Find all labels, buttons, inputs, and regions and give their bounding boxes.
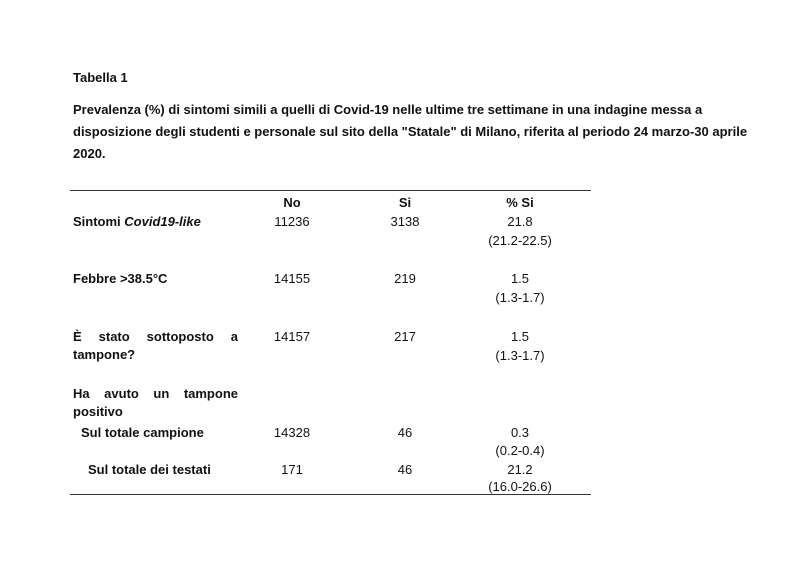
row-label-campione: Sul totale campione — [81, 425, 204, 440]
cell-tampone-pct: 1.5 — [510, 329, 530, 344]
table-title: Tabella 1 — [73, 70, 128, 85]
row-label-tampone-line2: tampone? — [73, 347, 136, 362]
cell-campione-si: 46 — [397, 425, 413, 440]
cell-testati-ci: (16.0-26.6) — [488, 479, 552, 494]
row-label-positivo-line2: positivo — [73, 404, 123, 419]
cell-testati-si: 46 — [397, 462, 413, 477]
cell-testati-no: 171 — [281, 462, 303, 477]
table-bottom-rule — [70, 494, 591, 495]
row-label-sintomi-italic: Covid19-like — [124, 214, 201, 229]
header-pct-si: % Si — [506, 195, 534, 210]
table-caption: Prevalenza (%) di sintomi simili a quelli di Covid-19 nelle ultime tre settimane in una indagine messa a disposizione degli studenti e personale sul sito della "Statale" di Milano, riferita al periodo 24 marzo-30 aprile 2020. — [73, 102, 748, 161]
row-label-positivo — [73, 385, 238, 421]
row-label-febbre: Febbre >38.5°C — [73, 271, 168, 286]
cell-febbre-no: 14155 — [273, 271, 311, 286]
cell-tampone-no: 14157 — [273, 329, 311, 344]
row-label-positivo-line1: Ha avuto un tampone — [73, 386, 238, 401]
cell-sintomi-pct: 21.8 — [507, 214, 533, 229]
cell-sintomi-ci: (21.2-22.5) — [488, 233, 552, 248]
cell-sintomi-no: 11236 — [274, 214, 310, 229]
row-label-tampone — [73, 328, 238, 364]
cell-febbre-pct: 1.5 — [510, 271, 530, 286]
cell-febbre-ci: (1.3-1.7) — [495, 290, 545, 305]
cell-testati-pct: 21.2 — [507, 462, 533, 477]
row-label-sintomi — [73, 213, 238, 231]
row-label-testati: Sul totale dei testati — [88, 462, 211, 477]
header-si: Si — [398, 195, 412, 210]
cell-campione-pct: 0.3 — [510, 425, 530, 440]
cell-tampone-si: 217 — [394, 329, 416, 344]
cell-febbre-si: 219 — [394, 271, 416, 286]
cell-tampone-ci: (1.3-1.7) — [495, 348, 545, 363]
header-no: No — [283, 195, 301, 210]
row-label-sintomi-prefix: Sintomi — [73, 214, 125, 229]
cell-sintomi-si: 3138 — [390, 214, 420, 229]
cell-campione-ci: (0.2-0.4) — [495, 443, 545, 458]
row-label-tampone-line1: È stato sottoposto a — [73, 329, 238, 344]
table-top-rule — [70, 190, 591, 191]
cell-campione-no: 14328 — [273, 425, 311, 440]
